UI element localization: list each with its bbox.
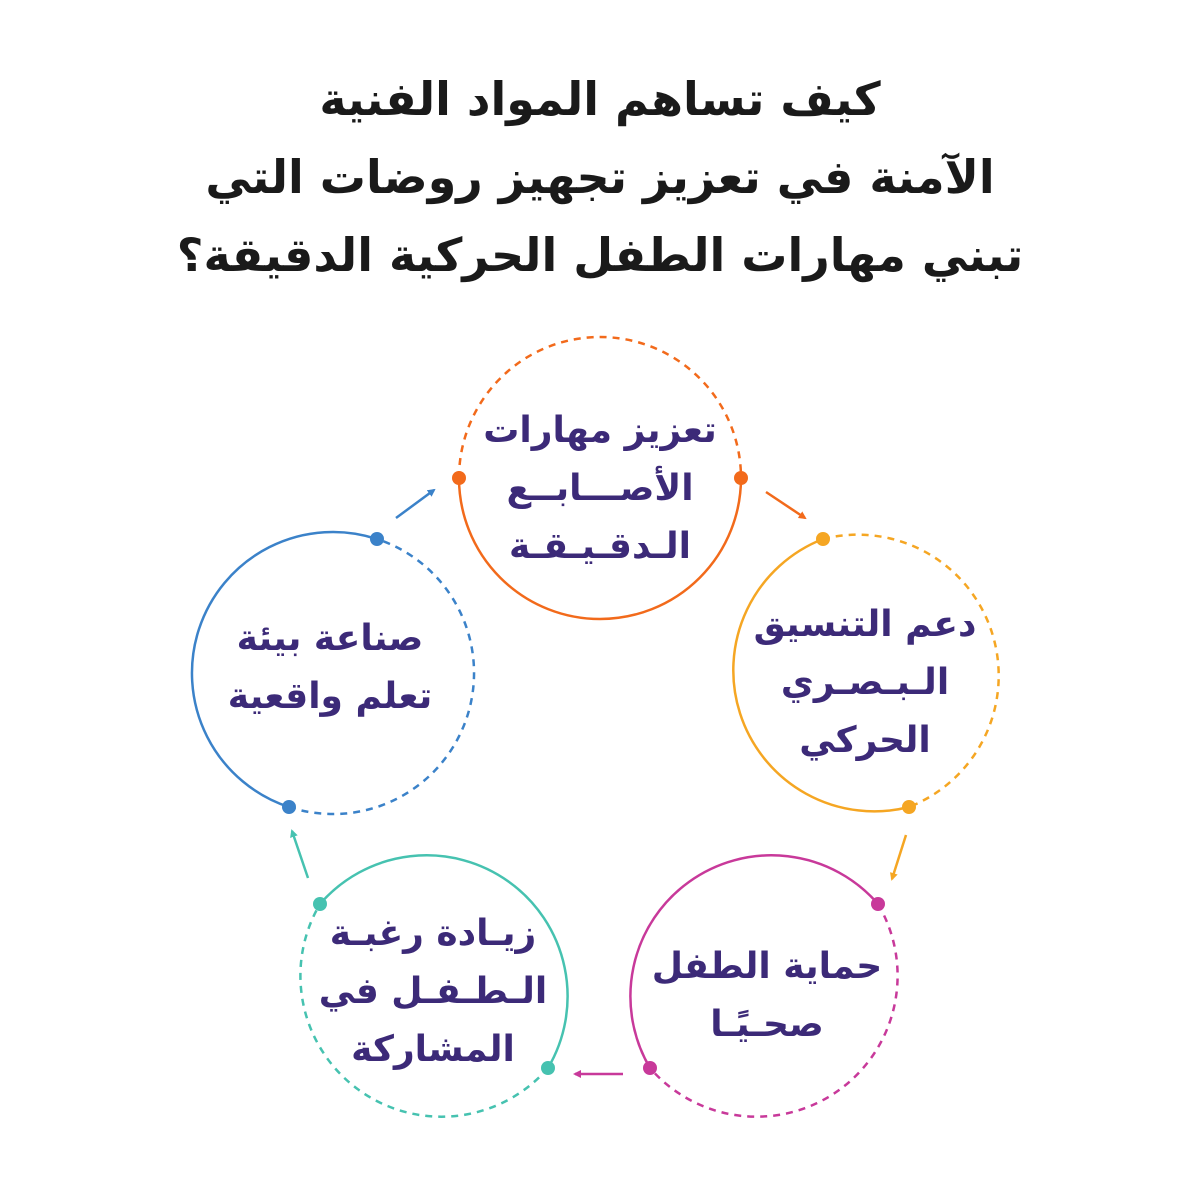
title-line-3: تبني مهارات الطفل الحركية الدقيقة؟ (176, 228, 1024, 282)
node-2-line-2: الـبـصـري (780, 662, 950, 703)
arrow-4-to-5 (292, 831, 308, 878)
title-line-1: كيف تساهم المواد الفنية (319, 72, 881, 126)
node-1-line-1: تعزيز مهارات (483, 410, 717, 451)
node-3-line-1: حماية الطفل (651, 946, 883, 987)
node-2-line-3: الحركي (799, 720, 931, 761)
arrow-5-to-1 (396, 490, 434, 518)
node-5-line-1: صناعة بيئة (236, 618, 424, 659)
node-4-line-1: زيـادة رغبـة (329, 913, 537, 954)
node-1-line-2: الأصـــابــع (506, 468, 694, 509)
node-label-5 (210, 610, 450, 726)
node-label-1 (480, 402, 720, 576)
node-5-line-2: تعلم واقعية (227, 676, 433, 717)
node-2-line-1: دعم التنسيق (753, 604, 977, 645)
node-label-4 (313, 905, 553, 1079)
node-label-2 (745, 596, 985, 770)
node-1-line-3: الـدقـيـقـة (509, 526, 691, 567)
arrow-1-to-2 (766, 492, 805, 518)
title-line-2: الآمنة في تعزيز تجهيز روضات التي (205, 150, 995, 204)
node-3-line-2: صحـيًـا (710, 1004, 824, 1045)
node-label-3 (647, 938, 887, 1054)
arrow-2-to-3 (892, 835, 906, 879)
node-4-line-3: المشاركة (351, 1029, 515, 1070)
node-4-line-2: الـطـفـل في (318, 971, 548, 1012)
